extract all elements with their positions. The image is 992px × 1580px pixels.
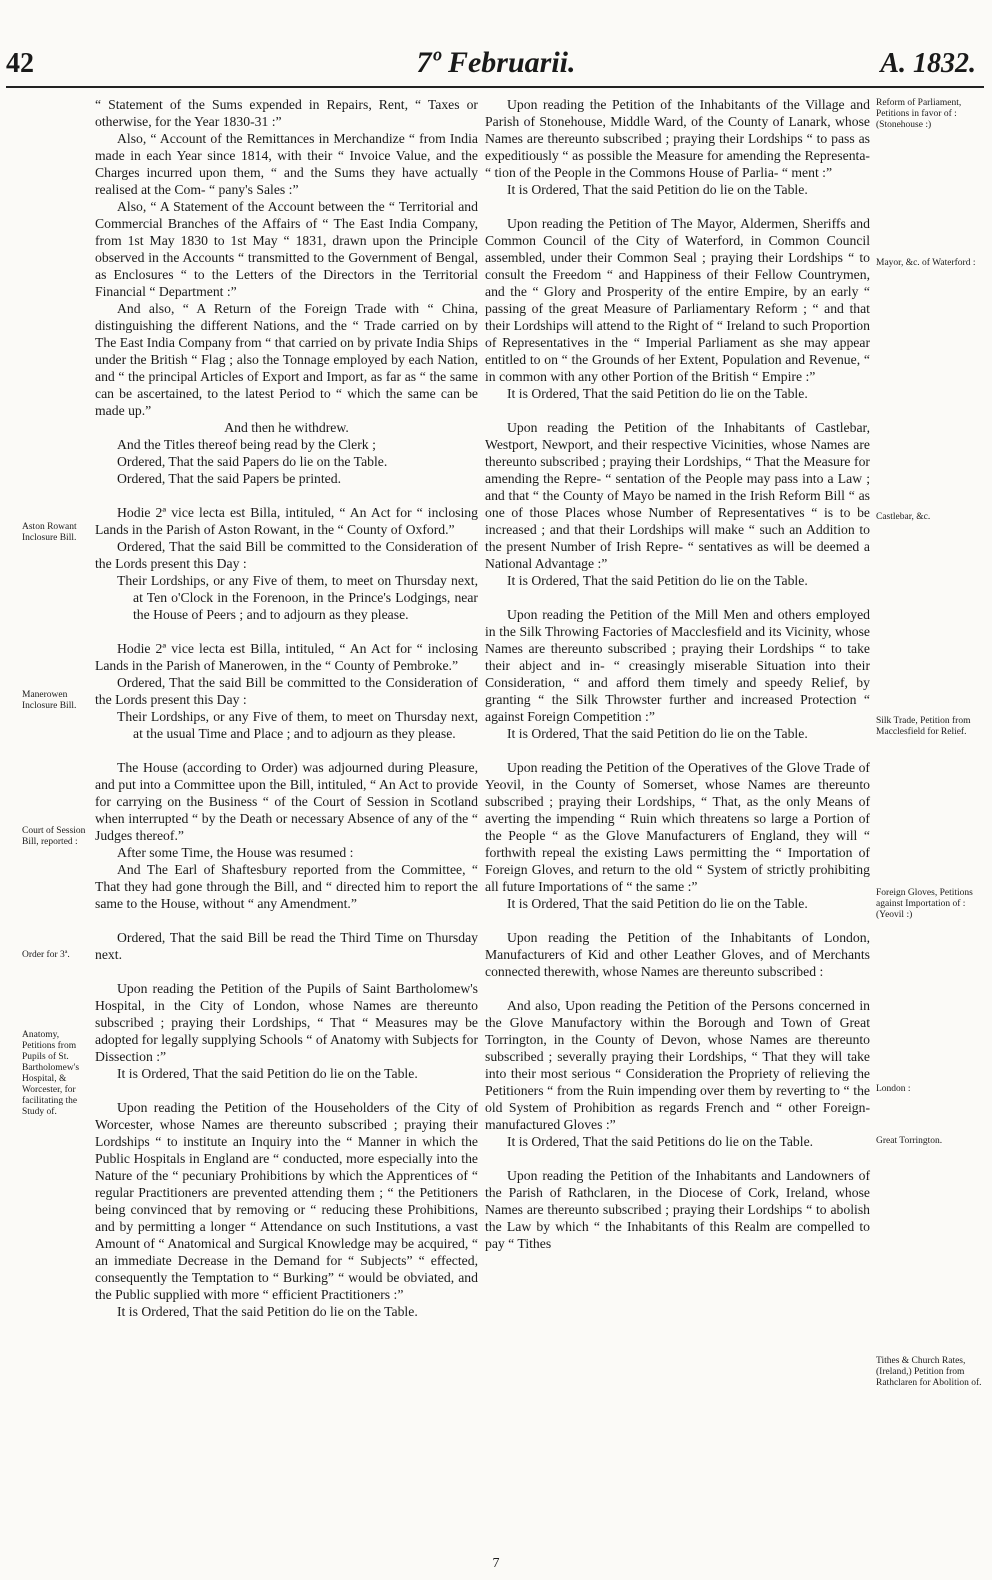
paragraph-gap	[95, 1082, 478, 1099]
paragraph-gap	[485, 912, 870, 929]
margin-note: Tithes & Church Rates, (Ireland,) Petition from Rathclaren for Abolition of.	[876, 1356, 982, 1388]
paragraph: Ordered, That the said Bill be committed to the Consideration of the Lords present this Day :	[95, 675, 478, 707]
paragraph-gap	[485, 980, 870, 997]
paragraph: Ordered, That the said Papers be printed.	[117, 471, 341, 486]
paragraph: Ordered, That the said Bill be committed to the Consideration of the Lords present this Day :	[95, 539, 478, 571]
paragraph: It is Ordered, That the said Petition do lie on the Table.	[507, 386, 808, 401]
paragraph-gap	[485, 589, 870, 606]
right-column	[485, 96, 870, 1252]
paragraph: Upon reading the Petition of the Pupils of Saint Bartholomew's Hospital, in the City of London, whose Names are thereunto subscribed ; praying their Lordships, “ That “ Measures may be adopted for legally supplying Schools “ of Anatomy with Subjects for Dissection :”	[95, 981, 478, 1064]
paragraph: Upon reading the Petition of the Inhabitants and Landowners of the Parish of Rathclaren, in the Diocese of Cork, Ireland, whose Names are thereunto subscribed ; praying their Lordships “ to abolish the Law by which “ the Inhabitants of this Realm are compelled to pay “ Tithes	[485, 1168, 870, 1251]
paragraph: Hodie 2ª vice lecta est Billa, intituled, “ An Act for “ inclosing Lands in the Parish of Aston Rowant, in the “ County of Oxford.”	[95, 505, 478, 537]
margin-note: Foreign Gloves, Petitions against Importation of : (Yeovil :)	[876, 888, 973, 920]
paragraph: And then he withdrew.	[224, 420, 349, 435]
paragraph: Upon reading the Petition of the Inhabitants of London, Manufacturers of Kid and other Leather Gloves, and of Merchants connected therewith, whose Names are thereunto subscribed :	[485, 930, 870, 979]
paragraph: Hodie 2ª vice lecta est Billa, intituled, “ An Act for “ inclosing Lands in the Parish of Manerowen, in the “ County of Pembroke.”	[95, 641, 478, 673]
margin-note: Mayor, &c. of Waterford :	[876, 258, 976, 268]
margin-note: Reform of Parliament, Petitions in favor of : (Stonehouse :)	[876, 98, 962, 130]
paragraph: It is Ordered, That the said Petition do lie on the Table.	[507, 726, 808, 741]
paragraph: And The Earl of Shaftesbury reported from the Committee, “ That they had gone through the Bill, and “ directed him to report the same to the House, without “ any Amendment.”	[95, 862, 478, 911]
paragraph-gap	[485, 742, 870, 759]
margin-note: Silk Trade, Petition from Macclesfield for Relief.	[876, 716, 971, 737]
paragraph: Upon reading the Petition of the Mill Men and others employed in the Silk Throwing Factories of Macclesfield and its Vicinity, whose Names are thereunto subscribed ; praying their Lordships “ to take their abject and in- “ creasingly miserable Situation into their Consideration, “ and afford them timely and speedy Relief, by granting “ the Silk Throwster further and increased Protection “ against Foreign Competition :”	[485, 607, 870, 724]
margin-note: Court of Session Bill, reported :	[22, 826, 86, 847]
paragraph-gap	[485, 1150, 870, 1167]
paragraph: After some Time, the House was resumed :	[117, 845, 354, 860]
paragraph-gap	[95, 487, 478, 504]
paragraph: And also, Upon reading the Petition of the Persons concerned in the Glove Manufactory within the Borough and Town of Great Torrington, in the County of Devon, whose Names are thereunto subscribed ; severally praying their Lordships, “ That they will take into their most serious “ Consideration the Propriety of relieving the Petitioners “ from the Ruin impending over them by reverting to “ the old System of Prohibition as regards French and “ other Foreign-manufactured Gloves :”	[485, 998, 870, 1132]
paragraph: The House (according to Order) was adjourned during Pleasure, and put into a Committee upon the Bill, intituled, “ An Act to provide for carrying on the Business “ of the Court of Session in Scotland when interrupted “ by the Death or necessary Absence of any of the “ Judges thereof.”	[95, 760, 478, 843]
paragraph-gap	[95, 742, 478, 759]
margin-note: Castlebar, &c.	[876, 512, 931, 522]
page-year: A. 1832.	[880, 48, 976, 79]
left-column	[95, 96, 478, 1320]
paragraph: Upon reading the Petition of the Inhabitants of the Village and Parish of Stonehouse, Middle Ward, of the County of Lanark, whose Names are thereunto subscribed ; praying their Lordships “ to pass as expeditiously “ as possible the Measure for amending the Representa- “ tion of the People in the Commons House of Parlia- “ ment :”	[485, 97, 870, 180]
signature-mark: 7	[492, 1556, 500, 1571]
margin-note: Anatomy, Petitions from Pupils of St. Bartholomew's Hospital, & Worcester, for facilitating the Study of.	[22, 1030, 80, 1117]
margin-note: Great Torrington.	[876, 1136, 943, 1146]
paragraph: It is Ordered, That the said Petitions do lie on the Table.	[507, 1134, 814, 1149]
paragraph: It is Ordered, That the said Petition do lie on the Table.	[507, 182, 808, 197]
page-date: 7º Februarii.	[416, 46, 576, 79]
page-header	[0, 0, 992, 100]
margin-note: Manerowen Inclosure Bill.	[22, 690, 77, 711]
paragraph: It is Ordered, That the said Petition do lie on the Table.	[507, 896, 808, 911]
paragraph: It is Ordered, That the said Petition do lie on the Table.	[117, 1304, 418, 1319]
paragraph: Ordered, That the said Bill be read the Third Time on Thursday next.	[95, 930, 478, 962]
paragraph: Ordered, That the said Papers do lie on the Table.	[117, 454, 388, 469]
paragraph-gap	[485, 198, 870, 215]
paragraph: “ Statement of the Sums expended in Repairs, Rent, “ Taxes or otherwise, for the Year 1830-31 :”	[95, 97, 478, 129]
margin-note: London :	[876, 1084, 911, 1094]
paragraph: Upon reading the Petition of the Householders of the City of Worcester, whose Names are thereunto subscribed ; praying their Lordships “ to institute an Inquiry into the “ Manner in which the Public Hospitals in England are “ conducted, more especially into the Nature of the “ pecuniary Prohibitions by which the Apprentices of “ regular Practitioners are prevented attending them ; “ the Petitioners being convinced that by removing or “ reducing these Prohibitions, and by permitting a longer “ Attendance on such Institutions, a vast Amount of “ Anatomical and Surgical Knowledge may be acquired, “ an immediate Decrease in the Demand for “ Subjects” “ effected, consequently the Temptation to “ Burking” “ would be obviated, and the Public supplied with more “ efficient Practitioners :”	[95, 1100, 478, 1302]
paragraph: Their Lordships, or any Five of them, to meet on Thursday next, at the usual Time and Place ; and to adjourn as they please.	[117, 709, 478, 741]
header-rule	[6, 86, 984, 88]
paragraph-gap	[95, 912, 478, 929]
paragraph: Upon reading the Petition of the Inhabitants of Castlebar, Westport, Newport, and their respective Vicinities, whose Names are thereunto subscribed ; praying their Lordships, “ That the Measure for amending the Repre- “ sentation of the People may pass into a Law ; and that “ the County of Mayo be named in the Irish Reform Bill “ as one of those Places whose Number of Representatives “ is to be increased ; and that their Lordships will make “ such an Addition to the present Number of Irish Repre- “ sentatives as will be deemed a National Advantage :”	[485, 420, 870, 571]
paragraph: Also, “ Account of the Remittances in Merchandize “ from India made in each Year since 1814, with their “ Invoice Value, and the Charges incurred upon them, “ and the Sums they have actually realised at the Com- “ pany's Sales :”	[95, 131, 478, 197]
paragraph: Their Lordships, or any Five of them, to meet on Thursday next, at Ten o'Clock in the Forenoon, in the Prince's Lodgings, near the House of Peers ; and to adjourn as they please.	[117, 573, 478, 622]
margin-note: Aston Rowant Inclosure Bill.	[22, 522, 77, 543]
paragraph: Also, “ A Statement of the Account between the “ Territorial and Commercial Branches of the Affairs of “ The East India Company, from 1st May 1830 to 1st May “ 1831, drawn upon the Principle observed in the Accounts “ transmitted to the Government of Bengal, as Enclosures “ to the Letters of the Directors in the Territorial Financial “ Department :”	[95, 199, 478, 299]
paragraph-gap	[95, 623, 478, 640]
paragraph-gap	[485, 402, 870, 419]
margin-note: Order for 3ª.	[22, 950, 70, 960]
paragraph-gap	[95, 963, 478, 980]
paragraph: And the Titles thereof being read by the Clerk ;	[117, 437, 376, 452]
paragraph: It is Ordered, That the said Petition do lie on the Table.	[507, 573, 808, 588]
paragraph: And also, “ A Return of the Foreign Trade with “ China, distinguishing the different Nations, and the “ Trade carried on by The East India Company from “ that carried on by private India Ships under the British “ Flag ; also the Tonnage employed by each Nation, and “ the principal Articles of Export and Import, as far as “ the same can be ascertained, to the latest Period to “ which the same can be made up.”	[95, 301, 478, 418]
paragraph: Upon reading the Petition of the Operatives of the Glove Trade of Yeovil, in the County of Somerset, whose Names are thereunto subscribed ; praying their Lordships, “ That, as the only Means of averting the impending “ Ruin which threatens so large a Portion of the People “ as the Glove Manufacturers of England, they will “ forthwith repeal the existing Laws permitting the “ Importation of Foreign Gloves, and return to the old “ System of strictly prohibiting all future Importations of “ the same :”	[485, 760, 870, 894]
page-number: 42	[6, 48, 34, 79]
paragraph: Upon reading the Petition of The Mayor, Aldermen, Sheriffs and Common Council of the City of Waterford, in Common Council assembled, under their Common Seal ; praying their Lordships “ to consult the Freedom “ and Happiness of their Fellow Countrymen, and the “ Glory and Prosperity of the entire Empire, by an early “ passing of the great Measure of Parliamentary Reform ; “ and that their Lordships will attend to the Right of “ Ireland to such Proportion of Representatives in the “ Imperial Parliament as she may appear entitled to on “ the Grounds of her Extent, Population and Revenue, “ in common with any other Portion of the British “ Empire :”	[485, 216, 870, 384]
paragraph: It is Ordered, That the said Petition do lie on the Table.	[117, 1066, 418, 1081]
